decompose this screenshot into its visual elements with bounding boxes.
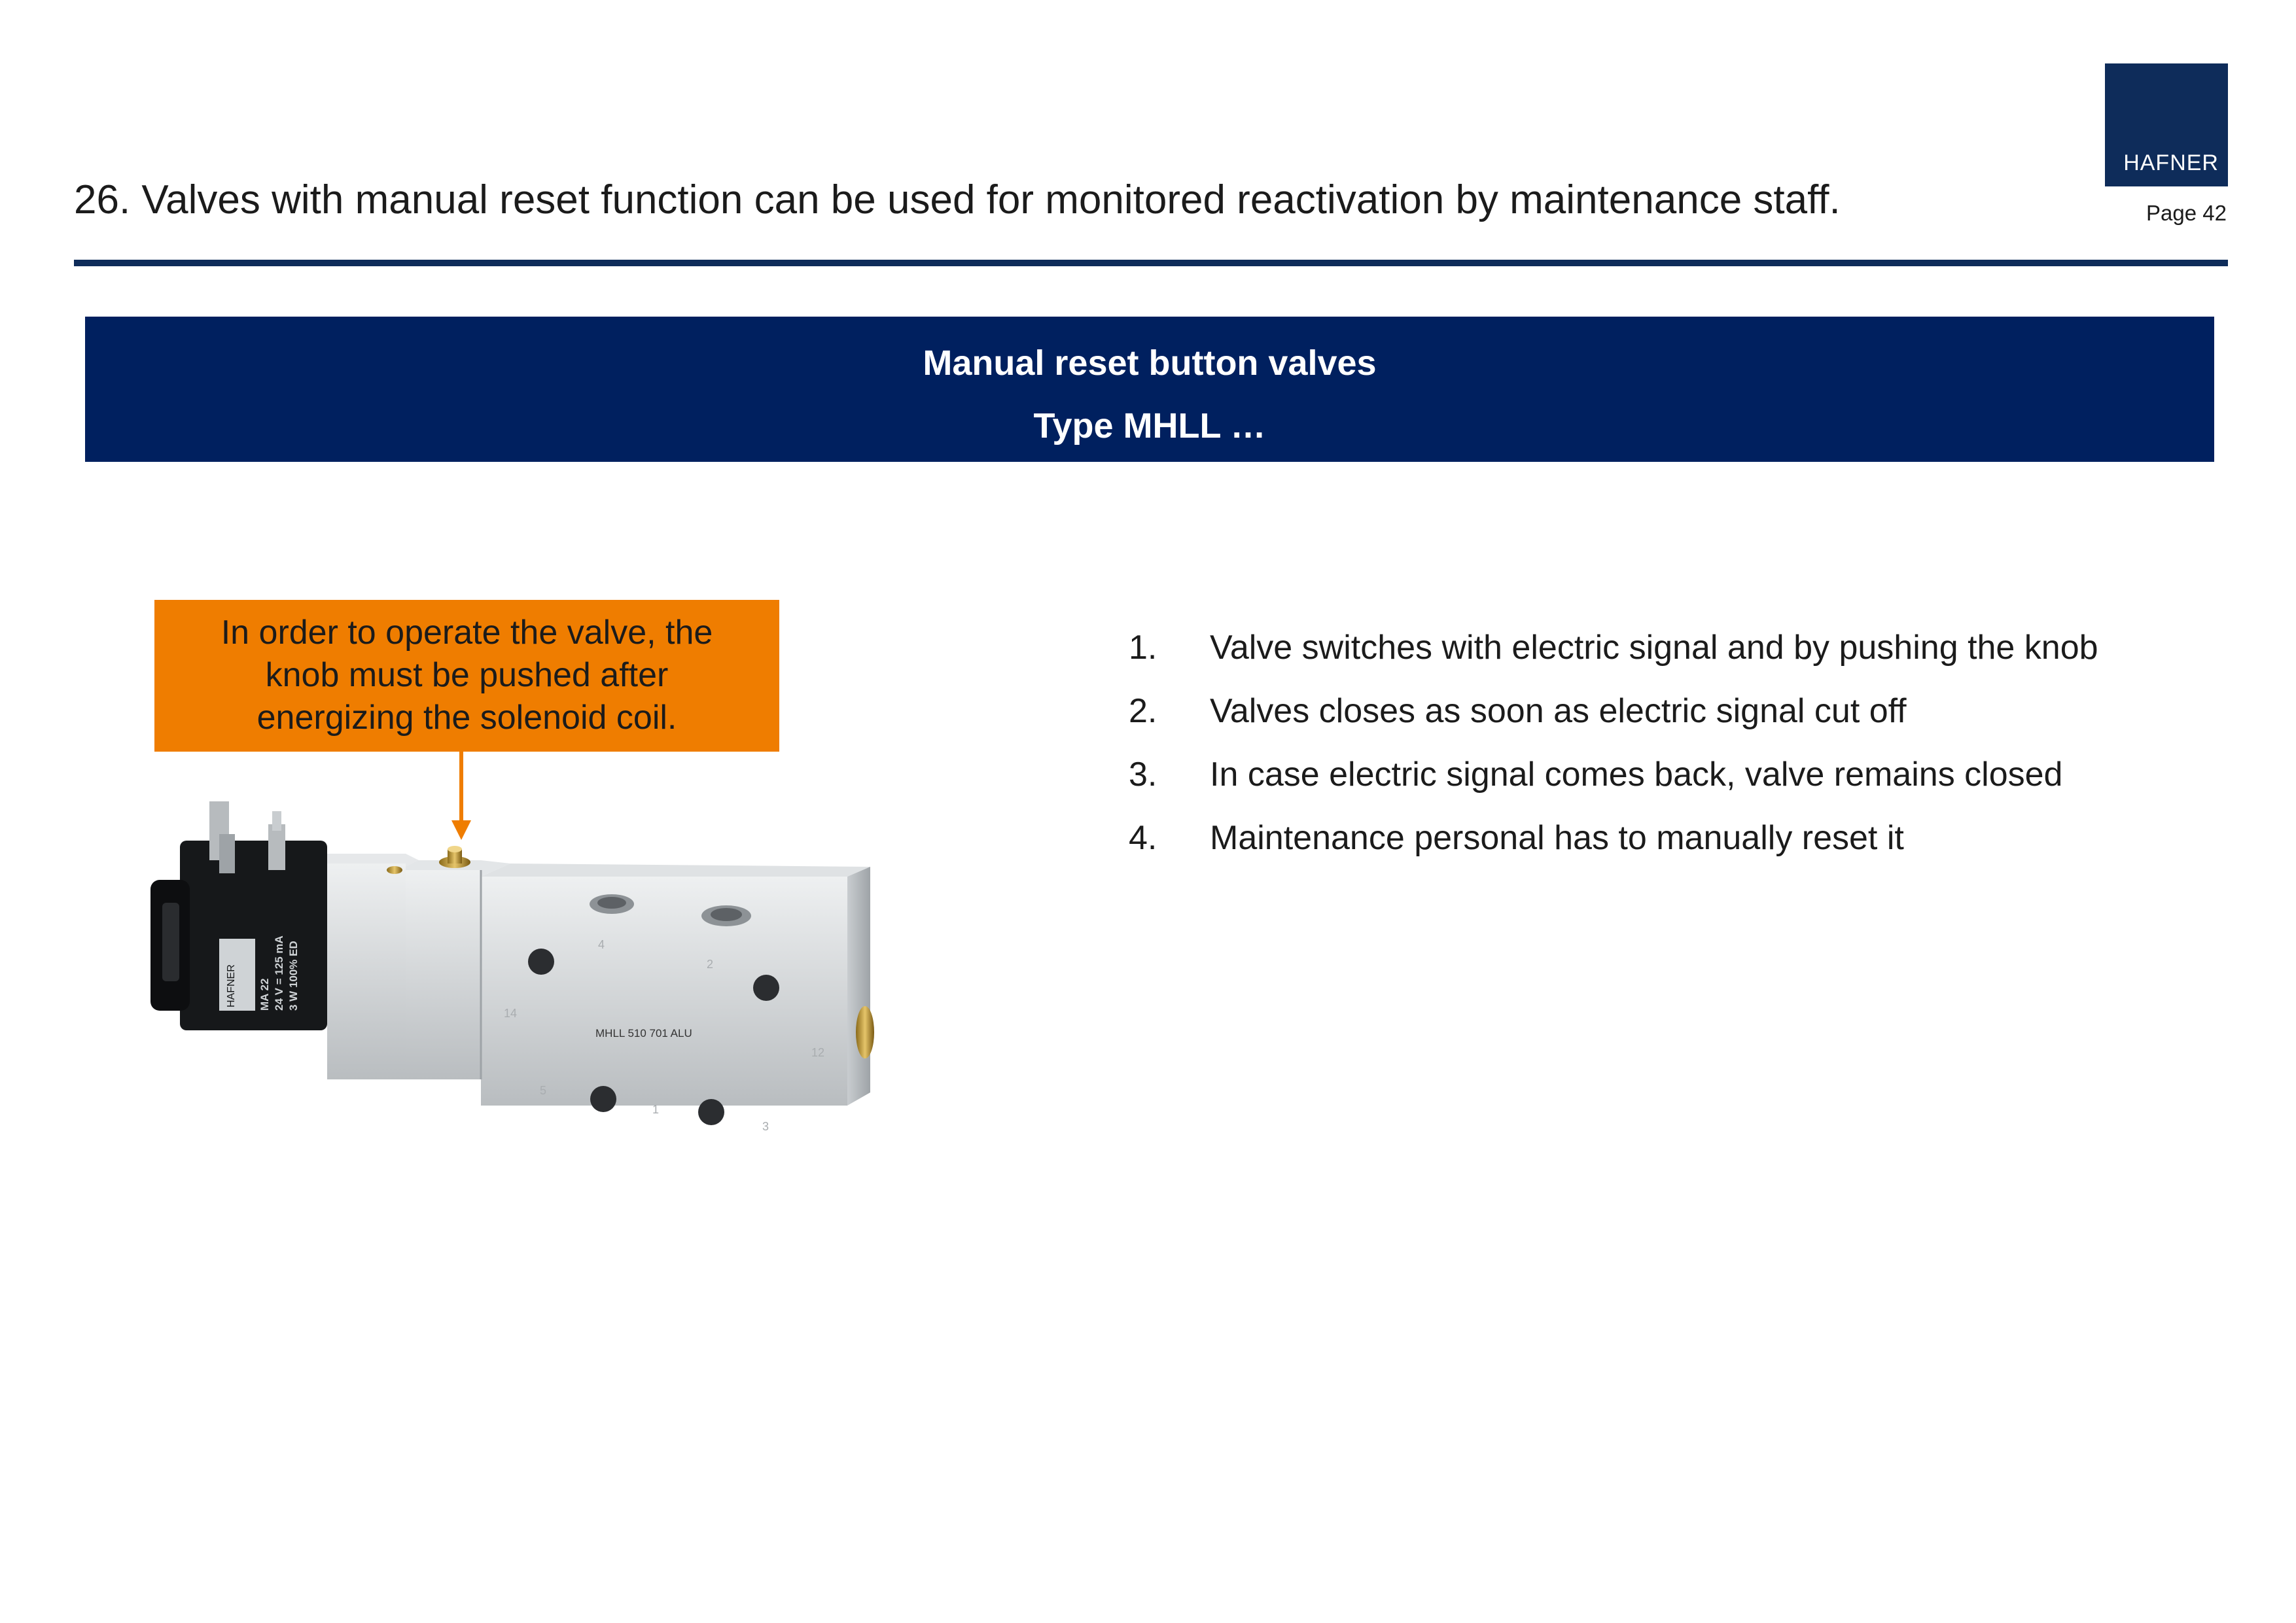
coil-label: MA 22	[258, 978, 271, 1011]
body-front-face	[481, 877, 847, 1106]
header-rule	[74, 260, 2228, 266]
body-top-face	[481, 864, 870, 877]
mount-hole	[753, 975, 779, 1001]
adapter-screw	[387, 866, 402, 874]
list-item-text: Valve switches with electric signal and by pushing the knob	[1210, 629, 2098, 667]
logo-text: HAFNER	[2123, 150, 2219, 175]
list-item-text: In case electric signal comes back, valve remains closed	[1210, 756, 2063, 794]
coil-nameplate	[219, 939, 255, 1011]
port-mark: 5	[540, 1084, 547, 1097]
banner-subheading: Type MHLL …	[1033, 406, 1266, 445]
spade-terminal	[268, 824, 285, 870]
solenoid-coil	[150, 801, 327, 1030]
list-item-number: 3.	[1129, 756, 1157, 794]
mount-hole	[698, 1099, 724, 1125]
list-item-text: Maintenance personal has to manually reset it	[1210, 819, 1904, 857]
coil-label: HAFNER	[226, 964, 237, 1007]
slide-title: 26. Valves with manual reset function can be used for monitored reactivation by maintenance staff.	[74, 177, 1841, 222]
banner-heading: Manual reset button valves	[923, 343, 1377, 383]
valve-body	[481, 864, 874, 1133]
port-mark: 3	[762, 1120, 769, 1133]
solenoid-adapter	[327, 854, 419, 1079]
body-label: MHLL 510 701 ALU	[595, 1027, 692, 1039]
callout-line: knob must be pushed after	[265, 656, 669, 694]
callout-line: In order to operate the valve, the	[221, 614, 713, 652]
port-mark: 1	[652, 1103, 660, 1116]
port-mark: 12	[811, 1046, 825, 1059]
section-banner	[85, 317, 2214, 462]
body-side-face	[847, 867, 870, 1106]
callout-box	[154, 600, 779, 752]
list-item-number: 2.	[1129, 692, 1157, 730]
mount-hole	[590, 1086, 616, 1112]
valve-photo	[137, 792, 877, 1171]
list-item-number: 4.	[1129, 819, 1157, 857]
brass-plug	[856, 1006, 874, 1058]
coil-label: 3 W 100% ED	[287, 941, 300, 1011]
port-mark: 2	[707, 958, 714, 971]
list-item-text: Valves closes as soon as electric signal cut off	[1210, 692, 1907, 730]
port-mark: 14	[504, 1007, 518, 1020]
coil-label: 24 V = 125 mA	[273, 935, 285, 1011]
port-mark: 4	[598, 938, 605, 951]
list-item-number: 1.	[1129, 629, 1157, 667]
hafner-logo	[2105, 63, 2228, 186]
callout-line: energizing the solenoid coil.	[256, 699, 677, 737]
page-number: Page 42	[2146, 201, 2227, 225]
mount-hole	[528, 949, 554, 975]
